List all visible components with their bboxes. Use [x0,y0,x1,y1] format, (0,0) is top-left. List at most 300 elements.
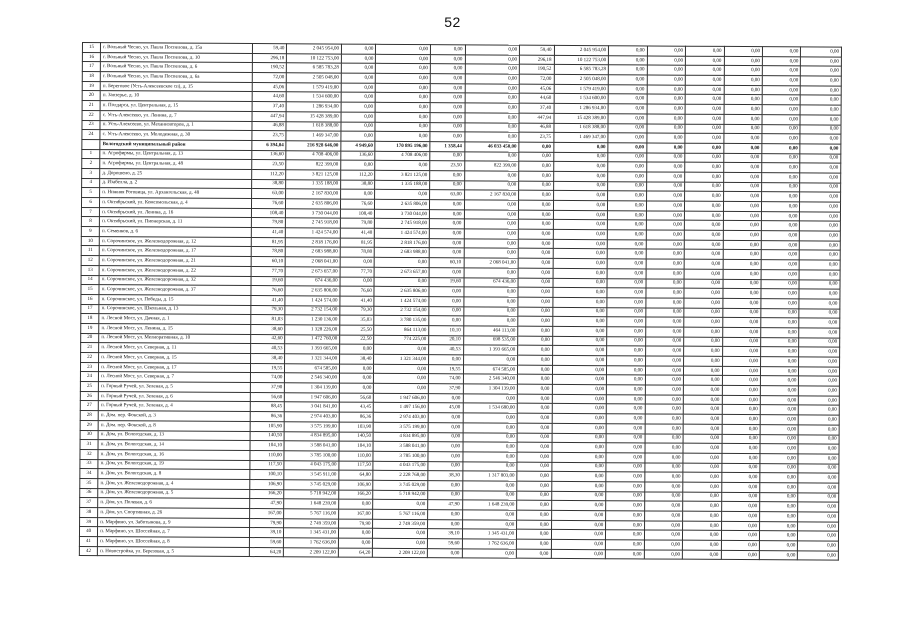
row-number-cell: 2 [82,159,100,169]
value-cell: 72,00 [252,73,286,83]
address-cell: п. Усть-Алексеево, ул. Механизаторов, д. 1 [100,120,252,131]
value-cell: 42,60 [251,334,285,344]
value-cell: 0,00 [760,434,799,444]
value-cell: 0,00 [607,239,646,249]
value-cell: 0,00 [553,249,608,259]
value-cell: 76,60 [340,286,374,296]
row-number-cell: 24 [82,130,100,140]
value-cell: 0,00 [553,152,608,162]
value-cell: 0,00 [607,269,646,279]
value-cell: 0,00 [760,405,799,415]
value-cell: 0,00 [647,75,686,85]
value-cell: 0,00 [551,472,606,482]
value-cell: 3 785 100,00 [373,451,428,461]
value-cell: 0,00 [723,134,762,144]
value-cell: 2 505 048,00 [287,73,342,83]
value-cell: 0,00 [723,172,762,182]
value-cell: 0,00 [684,317,723,327]
value-cell: 0,00 [800,250,841,260]
value-cell: 0,00 [517,530,551,540]
value-cell: 0,00 [551,452,606,462]
row-number-cell: 6 [81,198,99,208]
value-cell: 0,00 [553,191,608,201]
value-cell: 41,40 [340,228,374,238]
value-cell: 0,00 [518,249,552,259]
row-number-cell: 39 [80,517,98,527]
value-cell: 0,00 [685,95,724,105]
row-number-cell: 15 [82,43,100,53]
address-cell: п. Октябрьский, ул. Пионерская, д. 11 [100,217,252,228]
value-cell: 64,80 [339,470,373,480]
value-cell: 0,00 [517,510,551,520]
value-cell: 0,00 [684,288,723,298]
value-cell: 2 167 830,00 [286,189,341,199]
value-cell: 0,00 [553,220,608,230]
row-number-cell: 30 [80,430,98,440]
value-cell: 0,00 [760,366,799,376]
value-cell: 1 345 431,00 [284,528,339,538]
value-cell: 0,00 [799,415,840,425]
value-cell: 0,00 [645,308,684,318]
value-cell: 0,00 [683,463,722,473]
value-cell: 0,00 [428,490,462,500]
value-cell: 0,00 [760,415,799,425]
value-cell: 0,00 [428,422,462,432]
value-cell: 3 785 100,00 [284,451,339,461]
value-cell: 0,00 [723,163,762,173]
value-cell: 20,10 [429,335,463,345]
address-cell: п. Октябрьский, ул. Ленина, д. 16 [100,207,252,218]
value-cell: 0,00 [607,356,646,366]
value-cell: 56,60 [250,392,284,402]
value-cell: 447,94 [519,113,553,123]
value-cell: 1 469 347,00 [553,133,608,143]
value-cell: 0,00 [608,143,647,153]
value-cell: 0,00 [465,113,520,123]
value-cell: 2 167 830,00 [464,190,519,200]
value-cell: 4 708 406,00 [286,150,341,160]
value-cell: 0,00 [644,540,683,550]
value-cell: 0,00 [685,66,724,76]
address-cell: п. Марфино, ул. Заботынова, д. 9 [98,517,250,528]
value-cell: 46,88 [519,123,553,133]
value-cell: 45,06 [519,84,553,94]
value-cell: 0,00 [606,414,645,424]
value-cell: 0,00 [721,463,760,473]
value-cell: 0,00 [762,85,801,95]
address-cell: п. Дом. пер. Фокской, д. 8 [98,420,250,431]
value-cell: 0,00 [685,143,724,153]
value-cell: 2 732 154,00 [374,306,429,316]
value-cell: 1 304 139,00 [463,384,518,394]
value-cell: 0,00 [686,46,725,56]
value-cell: 0,00 [517,433,551,443]
address-cell: с. Усть-Алексеево, ул. Ленина, д. 7 [100,110,252,121]
address-cell: п. Сорочинское, ул. Железнодорожная, д. 21 [99,256,251,267]
value-cell: 0,00 [762,153,801,163]
value-cell: 0,00 [647,46,686,56]
value-cell: 0,00 [645,404,684,414]
value-cell: 0,00 [553,259,608,269]
value-cell: 0,00 [646,298,685,308]
value-cell: 0,00 [552,336,607,346]
value-cell: 0,00 [465,84,520,94]
value-cell: 0,00 [800,115,841,125]
value-cell: 0,00 [517,404,551,414]
value-cell: 0,00 [376,83,431,93]
row-number-cell: 12 [81,256,99,266]
value-cell: 41,40 [251,228,285,238]
value-cell: 0,00 [798,502,839,512]
value-cell: 0,00 [646,211,685,221]
value-cell: 0,00 [722,308,761,318]
value-cell: 0,00 [428,413,462,423]
value-cell: 0,00 [646,191,685,201]
value-cell: 100,10 [250,470,284,480]
value-cell: 0,00 [798,512,839,522]
row-number-cell: 18 [81,314,99,324]
value-cell: 0,00 [800,192,841,202]
value-cell: 0,00 [723,260,762,270]
value-cell: 0,00 [799,357,840,367]
value-cell: 0,00 [429,229,463,239]
address-cell: п. Агрофирмы, ул. Центральная, д. 13 [100,149,252,160]
address-cell: п. Дом. пер. Фокской, д. 3 [98,411,250,422]
value-cell: 0,00 [606,433,645,443]
value-cell: 5 767 116,00 [284,509,339,519]
value-cell: 0,00 [465,55,520,65]
value-cell: 0,00 [684,298,723,308]
value-cell: 0,00 [551,539,606,549]
value-cell: 0,00 [685,56,724,66]
value-cell: 1 947 606,00 [285,392,340,402]
value-cell: 0,00 [551,510,606,520]
value-cell: 0,00 [517,520,551,530]
value-cell: 0,00 [685,191,724,201]
value-cell: 0,00 [722,318,761,328]
value-cell: 0,00 [462,481,517,491]
value-cell: 46,88 [252,121,286,131]
value-cell: 0,00 [724,66,763,76]
value-cell: 0,00 [646,269,685,279]
value-cell: 0,00 [798,454,839,464]
row-number-cell: 14 [81,275,99,285]
value-cell: 0,00 [762,95,801,105]
value-cell: 37,90 [428,384,462,394]
row-number-cell: 21 [81,343,99,353]
value-cell: 0,00 [760,424,799,434]
value-cell: 0,00 [517,471,551,481]
value-cell: 0,00 [762,144,801,154]
value-cell: 1 304 139,00 [285,383,340,393]
value-cell: 0,00 [552,326,607,336]
value-cell: 0,00 [607,278,646,288]
value-cell: 0,00 [374,374,429,384]
address-cell: п. Нижняя Роговица, ул. Архангельская, д. 48 [100,188,252,199]
value-cell: 166,20 [250,489,284,499]
value-cell: 2 683 988,00 [375,248,430,258]
value-cell: 774 225,00 [374,335,429,345]
row-number-cell: 7 [81,207,99,217]
value-cell: 0,00 [644,501,683,511]
value-cell: 0,00 [721,492,760,502]
value-cell: 0,00 [684,366,723,376]
value-cell: 0,00 [684,259,723,269]
value-cell: 0,00 [722,347,761,357]
value-cell: 37,90 [250,383,284,393]
value-cell: 104,10 [250,441,284,451]
address-cell: п. Дом, ул. Вологодская, д. 14 [98,440,250,451]
value-cell: 0,00 [517,491,551,501]
value-cell: 0,00 [684,230,723,240]
value-cell: 0,00 [339,528,373,538]
row-number-cell: 13 [81,265,99,275]
value-cell: 0,00 [517,452,551,462]
value-cell: 0,00 [519,181,553,191]
value-cell: 44,60 [252,92,286,102]
row-number-cell: 31 [80,440,98,450]
value-cell: 0,00 [430,112,464,122]
address-cell: п. Сорочинское, ул. Школьная, д. 13 [99,304,251,315]
value-cell: 0,00 [464,151,519,161]
value-cell: 0,00 [552,297,607,307]
value-cell: 0,00 [684,279,723,289]
value-cell: 0,00 [761,231,800,241]
value-cell: 0,00 [685,124,724,134]
value-cell: 0,00 [606,530,645,540]
value-cell: 0,00 [428,432,462,442]
value-cell: 1 335 188,00 [375,180,430,190]
address-cell: п. Сорочинское, ул. Железнодорожная, д. 32 [99,275,251,286]
value-cell: 0,00 [759,550,798,560]
value-cell: 0,00 [608,84,647,94]
value-cell: 0,00 [645,453,684,463]
value-cell: 0,00 [463,287,518,297]
value-cell: 0,00 [647,133,686,143]
value-cell: 0,00 [721,531,760,541]
value-cell: 0,00 [645,433,684,443]
value-cell: 0,00 [463,297,518,307]
value-cell: 0,00 [683,472,722,482]
value-cell: 3 745 029,00 [284,480,339,490]
value-cell: 0,00 [799,299,840,309]
value-cell: 0,00 [608,152,647,162]
value-cell: 0,00 [644,472,683,482]
row-number-cell: 38 [80,507,98,517]
value-cell: 81,95 [340,238,374,248]
value-cell: 0,00 [762,163,801,173]
value-cell: 0,00 [553,171,608,181]
value-cell: 0,00 [341,93,375,103]
value-cell: 0,00 [519,210,553,220]
value-cell: 2 209 122,00 [373,548,428,558]
value-cell: 0,00 [801,86,842,96]
value-cell: 0,00 [644,492,683,502]
value-cell: 0,00 [685,75,724,85]
address-cell: п. Горный Ручей, ул. Зеленая, д. 5 [99,382,251,393]
value-cell: 0,00 [553,268,608,278]
value-cell: 0,00 [761,260,800,270]
value-cell: 0,00 [606,549,645,559]
address-cell: г. Вольный Чесно, ул. Павла Поспелова, д. 6 [101,62,253,73]
value-cell: 0,00 [722,356,761,366]
value-cell: 0,00 [376,54,431,64]
value-cell: 0,00 [723,153,762,163]
row-number-cell: 17 [81,304,99,314]
value-cell: 0,00 [606,482,645,492]
value-cell: 0,00 [606,491,645,501]
value-cell: 0,00 [722,337,761,347]
row-number-cell [82,139,100,149]
value-cell: 0,00 [465,93,520,103]
value-cell: 15 428 389,00 [554,113,609,123]
value-cell: 0,00 [341,83,375,93]
value-cell: 1 286 934,00 [286,102,341,112]
value-cell: 1 618 388,00 [286,121,341,131]
value-cell: 2 045 954,00 [554,45,609,55]
value-cell: 0,00 [608,65,647,75]
value-cell: 0,00 [799,289,840,299]
value-cell: 0,00 [519,200,553,210]
address-cell: п. Сорочинское, ул. Железнодорожная, д. 22 [99,265,251,276]
value-cell: 0,00 [428,461,462,471]
value-cell: 0,00 [464,210,519,220]
value-cell: 0,00 [646,182,685,192]
value-cell: 0,00 [645,366,684,376]
value-cell: 79,30 [251,305,285,315]
row-number-cell: 9 [81,227,99,237]
address-cell: п. Береговое (Усть-Алексеевское сп), д. 15 [100,81,252,92]
value-cell: 2 546 340,00 [463,374,518,384]
value-cell: 0,00 [430,132,464,142]
value-cell: 0,00 [722,395,761,405]
value-cell: 1 424 574,00 [374,296,429,306]
value-cell: 0,00 [608,201,647,211]
value-cell: 0,00 [685,182,724,192]
value-cell: 0,00 [723,192,762,202]
value-cell: 0,00 [464,219,519,229]
row-number-cell: 8 [81,217,99,227]
address-cell: г. Вольный Чесно, ул. Павла Поспелова, д. 10 [101,52,253,63]
value-cell: 0,00 [644,482,683,492]
value-cell: 0,00 [685,85,724,95]
value-cell: 0,00 [430,200,464,210]
value-cell: 86,36 [339,412,373,422]
value-cell: 0,00 [463,394,518,404]
value-cell: 0,00 [517,462,551,472]
value-cell: 0,00 [799,328,840,338]
value-cell: 0,00 [608,162,647,172]
value-cell: 0,00 [683,492,722,502]
value-cell: 0,00 [798,483,839,493]
value-cell: 0,00 [761,347,800,357]
value-cell: 0,00 [800,144,841,154]
address-cell: Вологодский муниципальный район [100,139,252,150]
value-cell: 0,00 [723,230,762,240]
value-cell: 1 534 600,00 [554,94,609,104]
value-cell: 2 749 359,00 [284,518,339,528]
value-cell: 1 534 600,00 [287,92,342,102]
value-cell: 1 321 344,00 [374,354,429,364]
value-cell: 0,00 [684,250,723,260]
value-cell: 74,00 [250,373,284,383]
value-cell: 0,00 [800,163,841,173]
value-cell: 0,00 [800,212,841,222]
value-cell: 0,00 [465,74,520,84]
value-cell: 2 745 918,00 [375,219,430,229]
value-cell: 0,00 [552,307,607,317]
value-cell: 23,75 [519,132,553,142]
value-cell: 38,60 [251,324,285,334]
row-number-cell: 26 [80,391,98,401]
value-cell: 0,00 [606,540,645,550]
value-cell: 0,00 [723,269,762,279]
value-cell: 1 393 665,00 [285,344,340,354]
row-number-cell: 21 [82,101,100,111]
value-cell: 0,00 [645,356,684,366]
value-cell: 0,00 [607,249,646,259]
value-cell: 0,00 [723,182,762,192]
value-cell: 0,00 [683,385,722,395]
value-cell: 1 762 636,00 [462,539,517,549]
value-cell: 0,00 [552,317,607,327]
value-cell: 0,00 [341,189,375,199]
address-cell: п. Агрофирмы, ул. Центральная, д. 48 [100,159,252,170]
value-cell: 0,00 [683,482,722,492]
value-cell: 0,00 [551,501,606,511]
value-cell: 0,00 [799,347,840,357]
row-number-cell: 20 [82,91,100,101]
value-cell: 0,00 [647,104,686,114]
value-cell: 0,00 [517,539,551,549]
value-cell: 0,00 [800,241,841,251]
value-cell: 0,00 [759,541,798,551]
address-cell: п. Лесной Мост, ул. Ленина, д. 15 [99,324,251,335]
value-cell: 0,00 [723,211,762,221]
value-cell: 0,00 [517,423,551,433]
value-cell: 0,00 [518,307,552,317]
value-cell: 0,00 [722,385,761,395]
address-cell: п. Лесной Мост, ул. Северная, д. 7 [99,372,251,383]
address-cell: п. Сорочинское, ул. Победы, д. 15 [99,294,251,305]
value-cell: 0,00 [646,172,685,182]
value-cell: 0,00 [645,414,684,424]
value-cell: 216 928 646,00 [286,141,341,151]
value-cell: 0,00 [761,202,800,212]
value-cell: 0,00 [645,337,684,347]
value-cell: 0,00 [553,229,608,239]
value-cell: 0,00 [683,395,722,405]
value-cell: 0,00 [721,550,760,560]
value-cell: 0,00 [552,288,607,298]
value-cell: 0,00 [341,160,375,170]
value-cell: 0,00 [646,259,685,269]
value-cell: 78,80 [340,248,374,258]
value-cell: 0,00 [607,298,646,308]
value-cell: 0,00 [801,66,842,76]
address-cell: п. Горный Ручей, ул. Зеленая, д. 4 [98,401,250,412]
value-cell: 136,60 [341,151,375,161]
value-cell: 0,00 [685,153,724,163]
value-cell: 0,00 [607,317,646,327]
value-cell: 105,90 [250,421,284,431]
value-cell: 0,00 [374,345,429,355]
value-cell: 4 708 406,00 [375,151,430,161]
value-cell: 2 749 359,00 [373,519,428,529]
value-cell: 0,00 [760,502,799,512]
value-cell: 0,00 [606,404,645,414]
value-cell: 0,00 [645,317,684,327]
